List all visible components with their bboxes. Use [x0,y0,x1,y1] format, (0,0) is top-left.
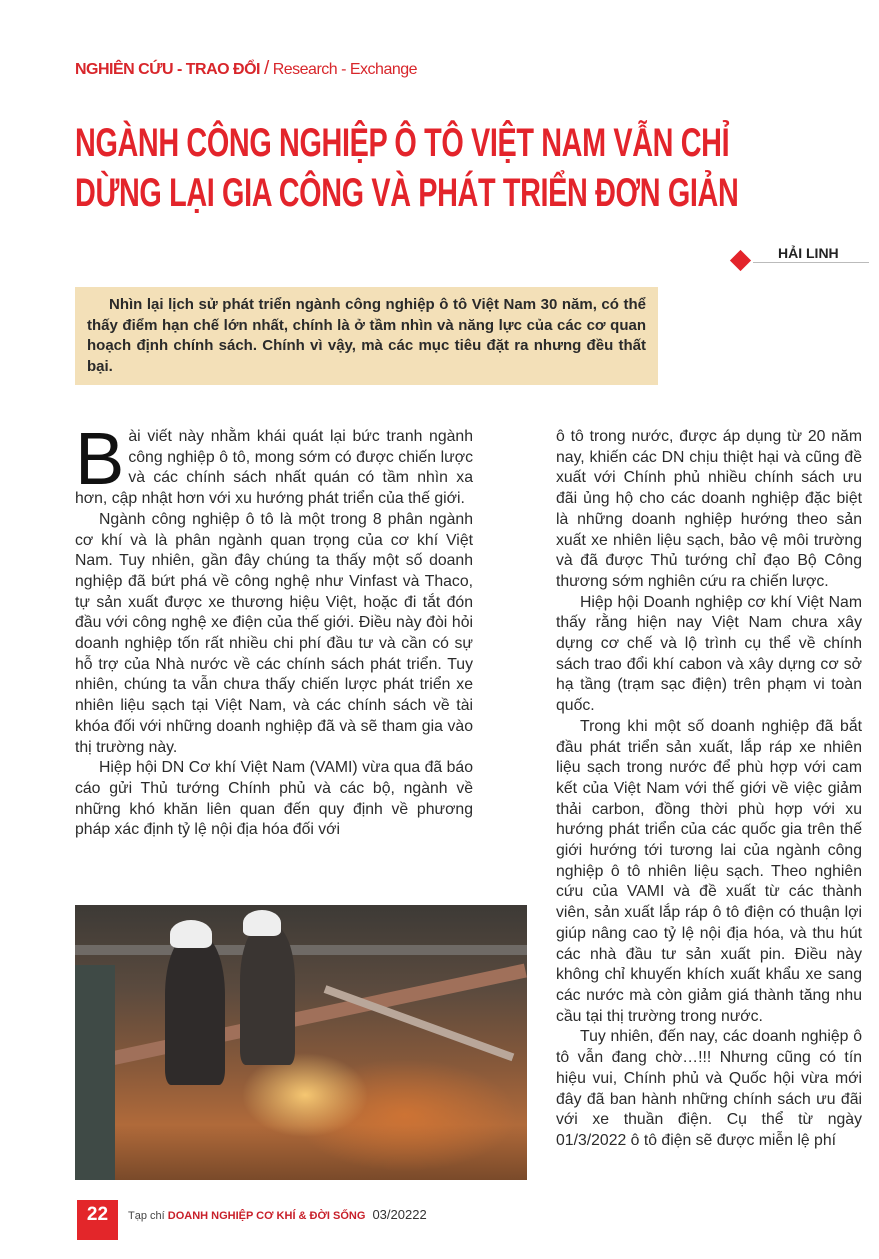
author-name: HẢI LINH [778,245,839,261]
article-photo-welding-workers [75,905,527,1180]
paragraph: Tuy nhiên, đến nay, các doanh nghiệp ô tô vẫn đang chờ…!!! Nhưng cũng có tín hiệu vui, Chính phủ và Quốc hội vừa mới đây đã ban hành những chính sách ưu đãi với xe thuần điện. Cụ thể từ ngày 01/3/2022 ô tô điện sẽ được miễn lệ phí [556,1028,862,1149]
column-right [556,427,862,1152]
page-number: 22 [77,1200,118,1240]
lead-text: Nhìn lại lịch sử phát triển ngành công nghiệp ô tô Việt Nam 30 năm, có thể thấy điểm hạn chế lớn nhất, chính là ở tầm nhìn và năng lực của các cơ quan hoạch định chính sách. Chính vì vậy, mà các mục tiêu đặt ra nhưng đều thất bại. [87,296,646,375]
section-separator: / [263,58,269,79]
paragraph: ô tô trong nước, được áp dụng từ 20 năm nay, khiến các DN chịu thiệt hại và cũng đề xuất với Chính phủ nhiều chính sách ưu đãi ủng hộ cho các doanh nghiệp đặc biệt là những doanh nghiệp hướng theo sản xuất xe nhiên liệu sạch, bảo vệ môi trường và đã được Thủ tướng chỉ đạo Bộ Công thương sớm nghiên cứu ra chiến lược. [556,428,862,590]
column-left [75,417,473,841]
byline-rule [753,262,869,263]
article-title [75,118,795,218]
photo-helmet [170,920,212,948]
photo-car-frame [94,964,527,1069]
publication-info [128,1207,427,1222]
photo-helmet [243,910,281,936]
section-header [75,58,417,80]
paragraph [75,417,473,510]
photo-worker [240,925,295,1065]
paragraph: Hiệp hội Doanh nghiệp cơ khí Việt Nam thấy rằng hiện nay Việt Nam chưa xây dựng cơ chế và lộ trình cụ thể về chính sách trao đổi khí cabon và xây dựng cơ sở hạ tầng (trạm sạc điện) trên phạm vi toàn quốc. [556,593,862,715]
author-byline [733,243,869,265]
paragraph: Trong khi một số doanh nghiệp đã bắt đầu phát triển sản xuất, lắp ráp xe nhiên liệu sạch trong nước để phù hợp với cam kết của Việt Nam với thế giới về việc giảm thải carbon, đồng thời phù hợp với xu hướng phát triển của các quốc gia trên thế giới hướng tới tương lai của ngành công nghiệp ô tô nhiên liệu sạch. Theo nghiên cứu của VAMI và đề xuất từ các thành viên, sản xuất lắp ráp ô tô điện có thuận lợi giúp nâng cao tỷ lệ nội địa hóa, và thu hút các nhà đầu tư sản xuất pin. Điều này không chỉ khuyến khích xuất khẩu xe sang các nước mà còn giảm giá thành tăng nhu cầu tại thị trường trong nước. [556,717,862,1025]
photo-column [75,965,115,1180]
issue-number: 03/20222 [372,1207,427,1222]
title-line-2: DỪNG LẠI GIA CÔNG VÀ PHÁT TRIỂN ĐƠN GIẢN [75,171,739,215]
magazine-name: DOANH NGHIỆP CƠ KHÍ & ĐỜI SỐNG [167,1210,366,1222]
magazine-prefix: Tạp chí [128,1210,165,1222]
section-label-en: Research - Exchange [272,61,418,78]
photo-beam [75,945,527,955]
section-label-vn: NGHIÊN CỨU - TRAO ĐỔI [75,61,260,78]
diamond-icon [730,250,751,271]
photo-worker [165,935,225,1085]
paragraph-text: ài viết này nhằm khái quát lại bức tranh ngành công nghiệp ô tô, mong sớm có được chiến lược và các chính sách nhất quán có tầm nhìn xa hơn, cập nhật hơn với xu hướng phát triển của thế giới. [75,428,473,508]
title-line-1: NGÀNH CÔNG NGHIỆP Ô TÔ VIỆT NAM VẪN CHỈ [75,121,730,165]
paragraph: Hiệp hội DN Cơ khí Việt Nam (VAMI) vừa qua đã báo cáo gửi Thủ tướng Chính phủ và các bộ, ngành về những khó khăn liên quan đến quy định về phương pháp xác định tỷ lệ nội địa hóa đối với [75,759,473,839]
paragraph: Ngành công nghiệp ô tô là một trong 8 phân ngành cơ khí và là phân ngành quan trọng của cơ khí Việt Nam. Tuy nhiên, gần đây chúng ta thấy một số doanh nghiệp đã bứt phá về công nghệ như Vinfast và Thaco, tự sản xuất được xe thương hiệu Việt, hoặc đi tắt đón đầu với công nghệ xe điện của thế giới. Điều này đòi hỏi doanh nghiệp tốn rất nhiều chi phí đầu tư và cần có sự hỗ trợ của Nhà nước về các chính sách phát triển. Tuy nhiên, chúng ta vẫn chưa thấy chiến lược phát triển xe nhiên liệu sạch tại Việt Nam, và các chính sách về tài khóa đối với những doanh nghiệp đã và sẽ tham gia vào thị trường này. [75,510,473,756]
article-lead [75,287,658,385]
drop-cap: B [75,417,125,500]
